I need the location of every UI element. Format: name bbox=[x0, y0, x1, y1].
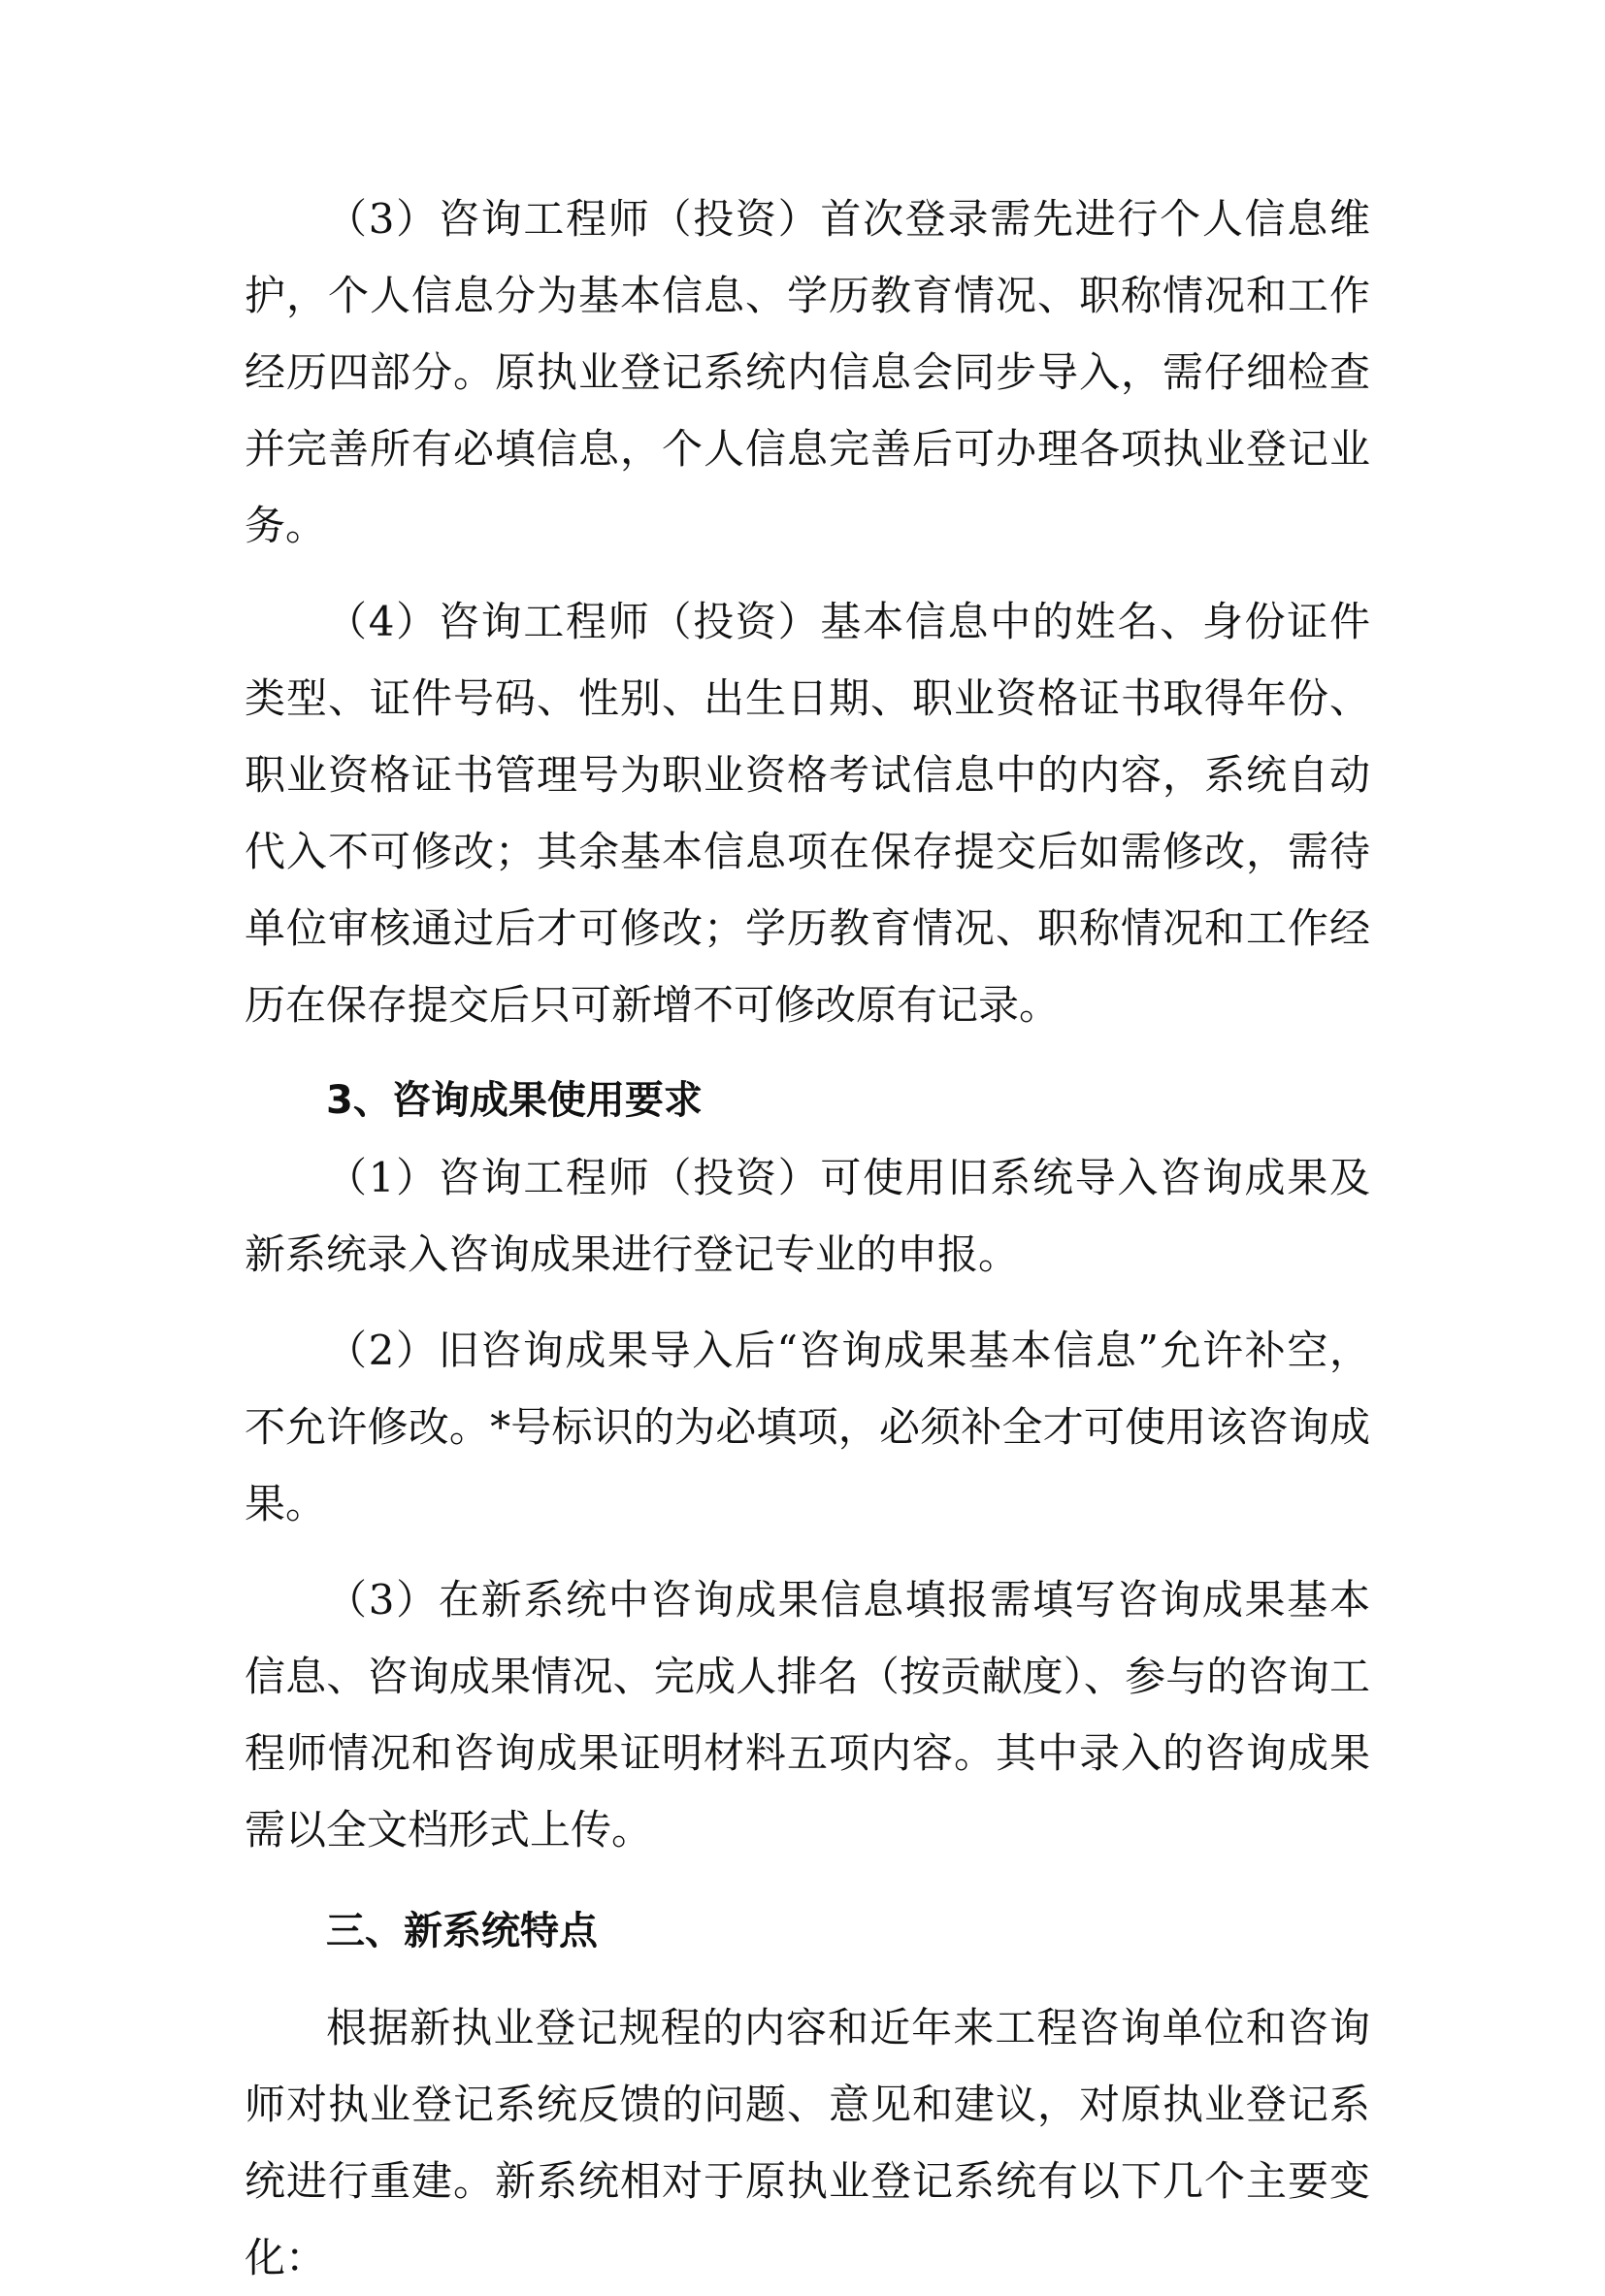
paragraph-results-usage-1: （1）咨询工程师（投资）可使用旧系统导入咨询成果及新系统录入咨询成果进行登记专业的申报。 bbox=[245, 1154, 1370, 1278]
paragraph-new-system-intro: 根据新执业登记规程的内容和近年来工程咨询单位和咨询师对执业登记系统反馈的问题、意见和建议，对原执业登记系统进行重建。新系统相对于原执业登记系统有以下几个主要变化： bbox=[245, 2004, 1370, 2281]
section-heading-new-system-features: 三、新系统特点 bbox=[326, 1909, 598, 1953]
paragraph-results-usage-2: （2）旧咨询成果导入后“咨询成果基本信息”允许补空，不允许修改。*号标识的为必填项，必须补全才可使用该咨询成果。 bbox=[245, 1327, 1370, 1527]
document-page bbox=[245, 180, 1370, 2296]
paragraph-basic-info-rules: （4）咨询工程师（投资）基本信息中的姓名、身份证件类型、证件号码、性别、出生日期、职业资格证书取得年份、职业资格证书管理号为职业资格考试信息中的内容，系统自动代入不可修改；其余基本信息项在保存提交后如需修改，需待单位审核通过后才可修改；学历教育情况、职称情况和工作经历在保存提交后只可新增不可修改原有记录。 bbox=[245, 598, 1370, 1029]
paragraph-results-usage-3: （3）在新系统中咨询成果信息填报需填写咨询成果基本信息、咨询成果情况、完成人排名（按贡献度）、参与的咨询工程师情况和咨询成果证明材料五项内容。其中录入的咨询成果需以全文档形式上传。 bbox=[245, 1576, 1370, 1853]
section-heading-consulting-results: 3、咨询成果使用要求 bbox=[326, 1078, 703, 1123]
paragraph-personal-info-maintenance: （3）咨询工程师（投资）首次登录需先进行个人信息维护，个人信息分为基本信息、学历教育情况、职称情况和工作经历四部分。原执业登记系统内信息会同步导入，需仔细检查并完善所有必填信息，个人信息完善后可办理各项执业登记业务。 bbox=[245, 195, 1370, 549]
